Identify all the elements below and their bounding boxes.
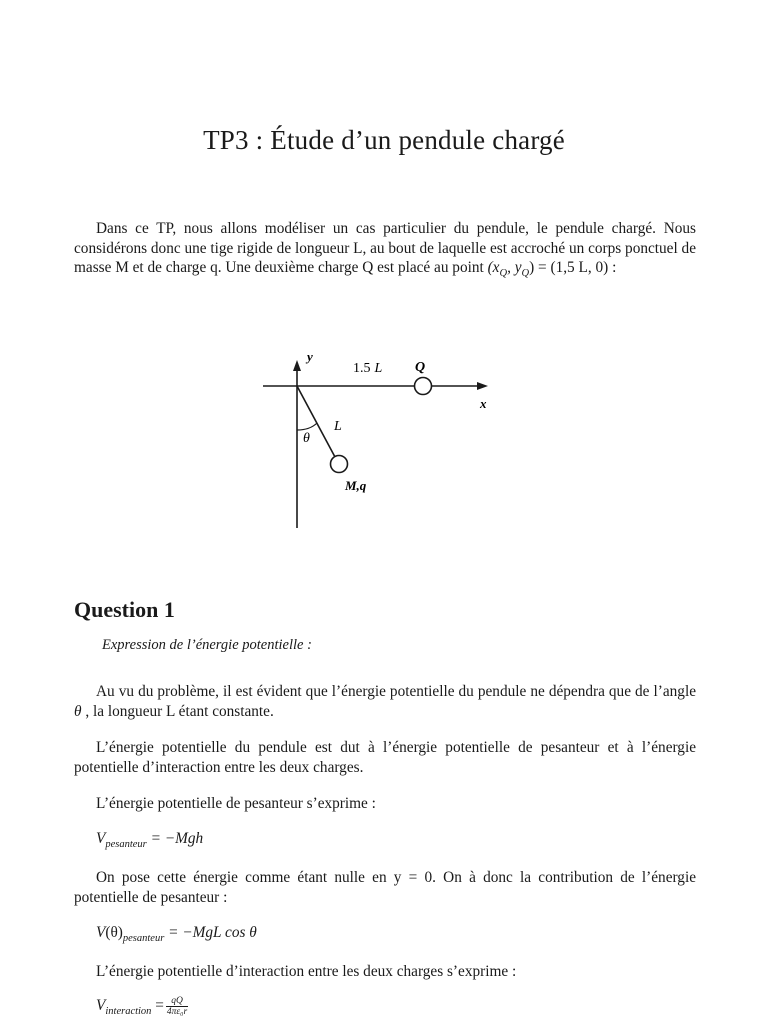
paragraph-2: L’énergie potentielle du pendule est dut à l’énergie potentielle de pesanteur et à l’énergie potentielle d’interaction entre les deux charges. [74, 739, 696, 776]
x-axis-label: x [480, 396, 487, 411]
equation-pesanteur: $V_{pesanteur} = -Mgh$ [96, 830, 204, 850]
intro-text: Dans ce TP, nous allons modéliser un cas particulier du pendule, le pendule chargé. Nous considérons donc une tige rigide de longueur L, au bout de laquelle est accroché un corps ponctuel de masse M et de charge q. Une deuxième charge Q est placé au point [74, 220, 696, 276]
mass-circle [331, 456, 348, 473]
paragraph-3: L’énergie potentielle de pesanteur s’exprime : [96, 795, 376, 812]
charge-q-label: Q [415, 360, 426, 375]
charge-q-circle [415, 378, 432, 395]
mass-charge-label: M,q [345, 478, 367, 493]
rod-length-label: L [334, 419, 342, 434]
section-subheading: Expression de l’énergie potentielle : [102, 637, 312, 653]
intro-math-point: ($x_Q$, $y_Q$) = [487, 259, 547, 279]
y-axis-label: y [307, 349, 313, 364]
paragraph-4: On pose cette énergie comme étant nulle en y = 0. On à donc la contribution de l’énergie potentielle de pesanteur : [74, 869, 696, 906]
pendulum-diagram [250, 344, 522, 536]
equation-pesanteur-theta: $V(\theta)_{pesanteur} = -MgL$ cos θ [96, 924, 257, 944]
page-title: TP3 : Étude d’un pendule chargé [203, 125, 565, 156]
angle-theta-label: θ [303, 431, 310, 446]
equation-interaction: $V_{interaction}$ = $\frac{qQ}{\text{4πε₀r}}$ [96, 996, 188, 1018]
interaction-fraction: $\frac{qQ}{\text{4πε₀r}}$ [166, 996, 188, 1017]
section-heading: Question 1 [74, 597, 175, 622]
intro-paragraph [74, 219, 696, 284]
distance-label: 1.5 L [353, 361, 383, 376]
paragraph-1: Au vu du problème, il est évident que l’énergie potentielle du pendule ne dépendra que de l’angle θ , la longueur L étant constante. [74, 683, 696, 720]
intro-text-end: (1,5 L, 0) : [546, 259, 617, 276]
pendulum-figure [250, 344, 522, 536]
figure-background [250, 344, 522, 536]
paragraph-5: L’énergie potentielle d’interaction entre les deux charges s’exprime : [96, 963, 517, 980]
